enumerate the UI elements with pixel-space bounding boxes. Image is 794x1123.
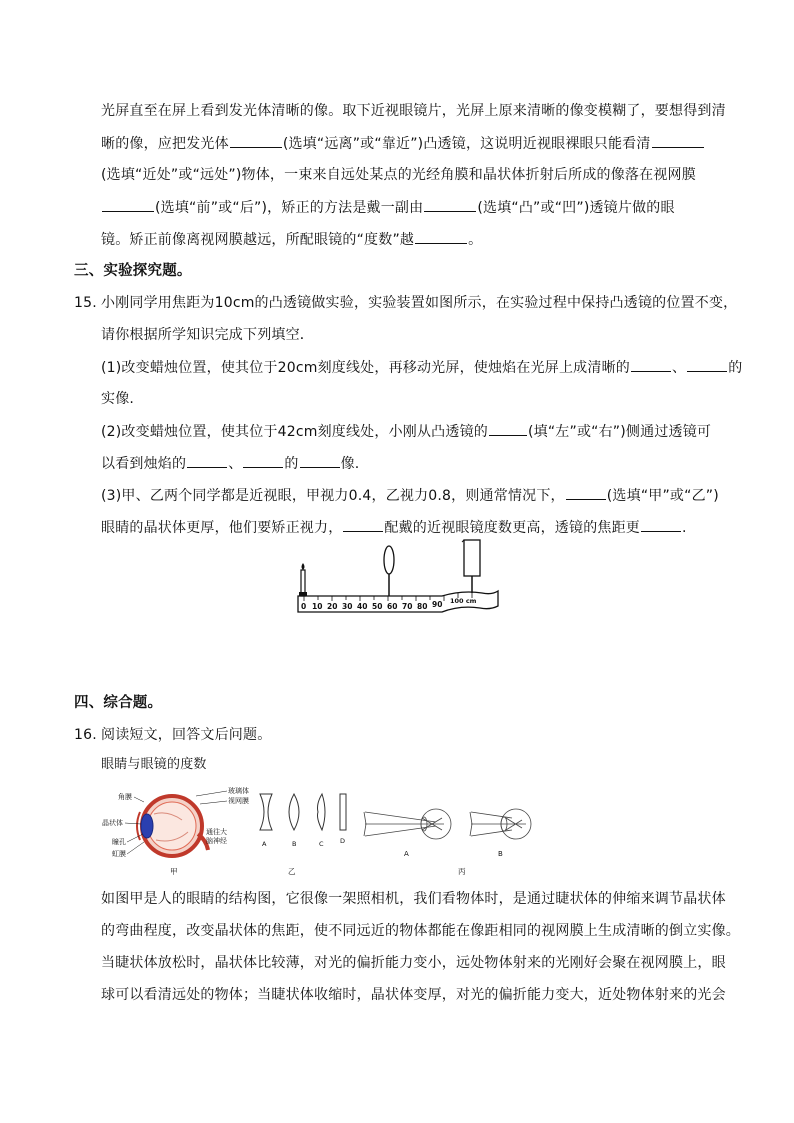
figure-caption: 乙 xyxy=(288,867,296,876)
ruler-tick-label: 70 xyxy=(402,602,413,611)
lens-label: D xyxy=(340,837,346,845)
answer-blank[interactable] xyxy=(631,357,671,372)
answer-blank[interactable] xyxy=(243,453,283,468)
ruler-tick-label: 90 xyxy=(432,600,443,609)
para-line-3: (选填“近处”或“远处”)物体，一束来自远处某点的光经角膜和晶状体折射后所成的像落在视网膜 xyxy=(101,167,696,183)
lens-types xyxy=(260,794,346,830)
ruler-tick-label: 80 xyxy=(417,602,428,611)
article-line-1: 如图甲是人的眼睛的结构图，它很像一架照相机，我们看物体时，是通过睫状体的伸缩来调节晶状体 xyxy=(101,891,726,907)
ruler-tick-label: 60 xyxy=(387,602,398,611)
q15-part-2-cont: 以看到烛焰的 、 的 像. xyxy=(101,453,359,474)
answer-blank[interactable] xyxy=(687,357,727,372)
optical-bench-figure xyxy=(292,536,502,622)
para-line-2: 晰的像，应把发光体 (选填“远离”或“靠近”)凸透镜，这说明近视眼裸眼只能看清 xyxy=(101,133,705,154)
answer-blank[interactable] xyxy=(230,133,282,148)
eye-label: 角膜 xyxy=(118,793,132,801)
candle-icon xyxy=(299,563,307,596)
eye-label: 晶状体 xyxy=(102,819,123,827)
eye-diagram-figure xyxy=(96,784,556,876)
q15-line-2: 请你根据所学知识完成下列填空． xyxy=(101,327,314,343)
answer-blank[interactable] xyxy=(300,453,340,468)
q15-part-2: (2)改变蜡烛位置，使其位于42cm刻度线处，小刚从凸透镜的 (填“左”或“右”)侧通过透镜可 xyxy=(101,421,711,442)
ray-label: B xyxy=(498,850,503,858)
concave-lens-icon xyxy=(260,794,272,830)
answer-blank[interactable] xyxy=(566,485,606,500)
answer-blank[interactable] xyxy=(187,453,227,468)
svg-text:通往大: 通往大 xyxy=(206,828,227,836)
article-line-3: 当睫状体放松时，晶状体比较薄，对光的偏折能力变小，远处物体射来的光刚好会聚在视网膜上，眼 xyxy=(101,955,726,971)
eye-label: 视网膜 xyxy=(228,797,249,805)
para-line-4: (选填“前”或“后”)，矫正的方法是戴一副由 (选填“凸”或“凹”)透镜片做的眼 xyxy=(101,197,675,218)
light-screen-icon xyxy=(462,540,480,593)
answer-blank[interactable] xyxy=(641,517,681,532)
q15-part-3: (3)甲、乙两个同学都是近视眼，甲视力0.4，乙视力0.8，则通常情况下， (选填“甲”或“乙”) xyxy=(101,485,719,506)
eye-label: 虹膜 xyxy=(112,850,126,858)
lens-label: C xyxy=(319,840,324,848)
section-title: 四、综合题。 xyxy=(74,695,163,711)
section-title: 三、实验探究题。 xyxy=(74,263,192,279)
flat-lens-icon xyxy=(340,794,346,830)
answer-blank[interactable] xyxy=(102,197,154,212)
svg-text:脑神经: 脑神经 xyxy=(206,837,227,845)
para-line-1: 光屏直至在屏上看到发光体清晰的像。取下近视眼镜片，光屏上原来清晰的像变模糊了，要想得到清 xyxy=(101,103,726,119)
q15-part-1-cont: 实像. xyxy=(101,391,135,407)
eye-label: 玻璃体 xyxy=(228,787,249,795)
ray-diagram-a-icon xyxy=(364,809,451,839)
article-line-4: 球可以看清远处的物体；当睫状体收缩时，晶状体变厚，对光的偏折能力变大，近处物体射来的光会 xyxy=(101,987,726,1003)
answer-blank[interactable] xyxy=(489,421,527,436)
article-title: 眼睛与眼镜的度数 xyxy=(101,757,207,772)
nerve-label xyxy=(206,827,227,845)
q16-intro: 阅读短文，回答文后问题。 xyxy=(101,727,272,743)
eye-label: 瞳孔 xyxy=(112,838,126,846)
article-line-2: 的弯曲程度，改变晶状体的焦距，使不同远近的物体都能在像距相同的视网膜上生成清晰的倒立实像。 xyxy=(101,923,740,939)
question-number: 15. xyxy=(74,295,97,311)
figure-caption: 甲 xyxy=(170,867,178,876)
convex-lens-icon xyxy=(289,794,299,830)
ruler-tick-label: 10 xyxy=(312,602,323,611)
question-number: 16. xyxy=(74,727,97,743)
lens-label: B xyxy=(292,840,297,848)
figure-caption: 丙 xyxy=(458,867,466,876)
meniscus-lens-icon xyxy=(318,794,326,830)
answer-blank[interactable] xyxy=(424,197,476,212)
answer-blank[interactable] xyxy=(415,229,467,244)
q15-part-1: (1)改变蜡烛位置，使其位于20cm刻度线处，再移动光屏，使烛焰在光屏上成清晰的 、 的 xyxy=(101,357,742,378)
ruler-tick-label: 30 xyxy=(342,602,353,611)
ray-label: A xyxy=(404,850,409,858)
ruler-tick-label: 50 xyxy=(372,602,383,611)
lens-label: A xyxy=(262,840,267,848)
q15-line-1: 小刚同学用焦距为10cm的凸透镜做实验，实验装置如图所示，在实验过程中保持凸透镜的位置不变， xyxy=(101,295,738,311)
convex-lens-icon xyxy=(384,546,394,596)
q15-part-3-cont: 眼睛的晶状体更厚，他们要矫正视力， 配戴的近视眼镜度数更高，透镜的焦距更 . xyxy=(101,517,687,538)
ruler-tick-label: 0 xyxy=(301,602,307,611)
ruler-tick-label: 20 xyxy=(327,602,338,611)
answer-blank[interactable] xyxy=(343,517,383,532)
answer-blank[interactable] xyxy=(652,133,704,148)
ray-diagram-b-icon xyxy=(470,809,531,839)
para-line-5: 镜。矫正前像离视网膜越远，所配眼镜的“度数”越 。 xyxy=(101,229,482,250)
ruler-tick-label: 100 cm xyxy=(450,597,477,605)
ruler-tick-label: 40 xyxy=(357,602,368,611)
eye-structure-icon xyxy=(137,796,208,856)
